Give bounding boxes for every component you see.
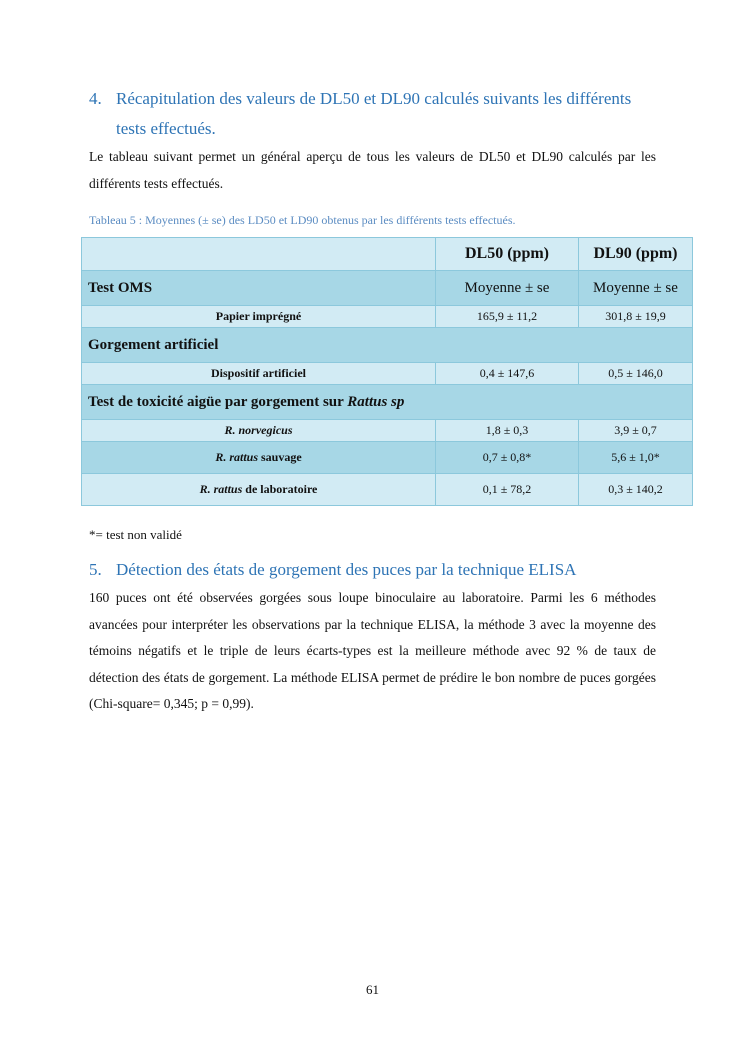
header-dl50: DL50 (ppm) [436,238,579,271]
table-row-rattus-sauvage [82,442,693,474]
table-caption: Tableau 5 : Moyennes (± se) des LD50 et LD90 obtenus par les différents tests effectués. [89,213,516,227]
table-row-rattus-lab [82,474,693,506]
table-header-row [82,238,693,271]
oms-dl50: Moyenne ± se [436,271,579,306]
toxicite-label-species: Rattus sp [347,393,405,410]
header-empty-cell [82,238,436,271]
toxicite-label-text: Test de toxicité aigüe par gorgement sur [88,393,344,410]
table-row-dispositif [82,363,693,385]
results-table [81,237,693,506]
norvegicus-species: R. norvegicus [224,423,293,437]
toxicite-label [82,385,693,420]
papier-dl50: 165,9 ± 11,2 [436,306,579,328]
gorgement-label: Gorgement artificiel [82,328,693,363]
table-row-oms [82,271,693,306]
norvegicus-label [82,420,436,442]
table-footnote: *= test non validé [89,527,182,542]
table-row-norvegicus [82,420,693,442]
table-row-toxicite [82,385,693,420]
rattus-sauvage-label [82,442,436,474]
header-dl90: DL90 (ppm) [579,238,693,271]
papier-label: Papier imprégné [82,306,436,328]
intro-paragraph: Le tableau suivant permet un général aperçu de tous les valeurs de DL50 et DL90 calculés par les différents tests effectués. [89,149,656,191]
rattus-lab-label [82,474,436,506]
section-5-heading [89,555,669,585]
oms-dl90: Moyenne ± se [579,271,693,306]
rattus-lab-dl50: 0,1 ± 78,2 [436,474,579,506]
section-4-title-line1: Récapitulation des valeurs de DL50 et DL90 calculés suivants les différents [116,89,632,108]
section-4-number: 4. [89,89,102,108]
rattus-sauvage-species: R. rattus [215,450,258,464]
section-5-title: Détection des états de gorgement des puces par la technique ELISA [116,560,577,579]
oms-label: Test OMS [82,271,436,306]
section-5-paragraph: 160 puces ont été observées gorgées sous loupe binoculaire au laboratoire. Parmi les 6 méthodes avancées pour interpréter les observations par la technique ELISA, la méthode 3 avec la moyenne des témoins négatifs et le triple de leurs écarts-types est la meilleure méthode avec 92 % de taux de détection des états de gorgement. La méthode ELISA permet de prédire le bon nombre de puces gorgées (Chi-square= 0,345; p = 0,99). [89,590,656,711]
norvegicus-dl50: 1,8 ± 0,3 [436,420,579,442]
rattus-lab-rest: de laboratoire [242,482,318,496]
dispositif-label: Dispositif artificiel [82,363,436,385]
rattus-sauvage-dl50: 0,7 ± 0,8* [436,442,579,474]
section-5-number: 5. [89,560,102,579]
page-number: 61 [366,982,379,997]
rattus-sauvage-rest: sauvage [258,450,302,464]
norvegicus-dl90: 3,9 ± 0,7 [579,420,693,442]
rattus-sauvage-dl90: 5,6 ± 1,0* [579,442,693,474]
dispositif-dl90: 0,5 ± 146,0 [579,363,693,385]
section-4-title-line2: tests effectués. [116,119,216,138]
papier-dl90: 301,8 ± 19,9 [579,306,693,328]
dispositif-dl50: 0,4 ± 147,6 [436,363,579,385]
rattus-lab-species: R. rattus [199,482,243,496]
table-row-gorgement [82,328,693,363]
table-row-papier [82,306,693,328]
rattus-lab-dl90: 0,3 ± 140,2 [579,474,693,506]
section-4-heading [89,84,669,144]
